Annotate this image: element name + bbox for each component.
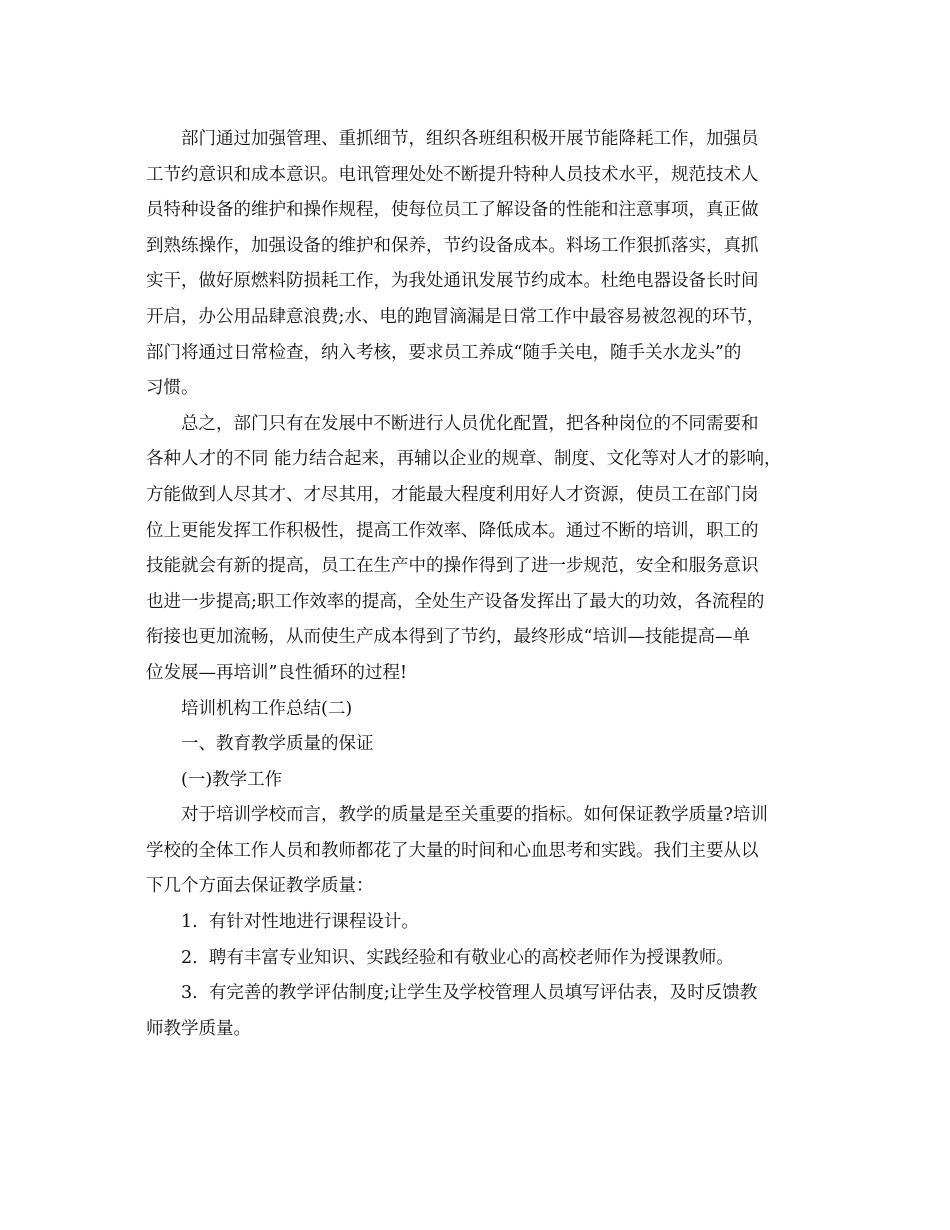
- text-line: 技能就会有新的提高，员工在生产中的操作得到了进一步规范，安全和服务意识: [146, 556, 759, 577]
- text-line: 到熟练操作，加强设备的维护和保养，节约设备成本。料场工作狠抓落实，真抓: [146, 235, 759, 256]
- text-line: 员特种设备的维护和操作规程，使每位员工了解设备的性能和注意事项，真正做: [146, 200, 759, 221]
- text-line: 师教学质量。: [146, 1018, 251, 1039]
- text-line: 工节约意识和成本意识。电讯管理处处不断提升特种人员技术水平，规范技术人: [146, 164, 759, 185]
- list-item: [146, 976, 806, 1047]
- text-line: 方能做到人尽其才、才尽其用，才能最大程度利用好人才资源，使员工在部门岗: [146, 484, 759, 505]
- paragraph-energy-saving: [146, 122, 806, 407]
- text-line: 各种人才的不同 能力结合起来，再辅以企业的规章、制度、文化等对人才的影响，: [146, 449, 782, 470]
- paragraph-conclusion: [146, 407, 806, 692]
- summary-heading: 培训机构工作总结(二): [181, 698, 353, 719]
- text-line: 3. 有完善的教学评估制度;让学生及学校管理人员填写评估表，及时反馈教: [181, 983, 758, 1004]
- paragraph-teaching-quality: [146, 798, 806, 905]
- text-line: 部门将通过日常检查，纳入考核，要求员工养成“随手关电，随手关水龙头”的: [146, 342, 742, 363]
- text-line: 位发展—再培训”良性循环的过程!: [146, 662, 407, 683]
- text-line: 学校的全体工作人员和教师都花了大量的时间和心血思考和实践。我们主要从以: [146, 840, 759, 861]
- text-line: 对于培训学校而言，教学的质量是至关重要的指标。如何保证教学质量?培训: [181, 805, 768, 826]
- text-line: 部门通过加强管理、重抓细节，组织各班组积极开展节能降耗工作，加强员: [181, 129, 759, 149]
- list-item: [146, 905, 806, 941]
- text-line: 衔接也更加流畅，从而使生产成本得到了节约，最终形成“培训—技能提高—单: [146, 627, 750, 648]
- document-body: [146, 122, 806, 1047]
- subsection-heading: (一)教学工作: [181, 769, 283, 790]
- list-item: [146, 941, 806, 977]
- text-line: 下几个方面去保证教学质量：: [146, 876, 374, 897]
- text-line: 2. 聘有丰富专业知识、实践经验和有敬业心的高校老师作为授课教师。: [181, 947, 734, 968]
- text-line: 也进一步提高;职工作效率的提高，全处生产设备发挥出了最大的功效，各流程的: [146, 591, 765, 612]
- text-line: 位上更能发挥工作积极性，提高工作效率、降低成本。通过不断的培训，职工的: [146, 520, 759, 541]
- numbered-list: [146, 905, 806, 1047]
- text-line: 实干，做好原燃料防损耗工作，为我处通讯发展节约成本。杜绝电器设备长时间: [146, 271, 759, 292]
- text-line: 1. 有针对性地进行课程设计。: [181, 912, 419, 933]
- text-line: 总之，部门只有在发展中不断进行人员优化配置，把各种岗位的不同需要和: [181, 413, 759, 434]
- section-heading: 一、教育教学质量的保证: [181, 734, 374, 755]
- text-line: 开启，办公用品肆意浪费;水、电的跑冒滴漏是日常工作中最容易被忽视的环节，: [146, 306, 765, 327]
- text-line: 习惯。: [146, 378, 199, 399]
